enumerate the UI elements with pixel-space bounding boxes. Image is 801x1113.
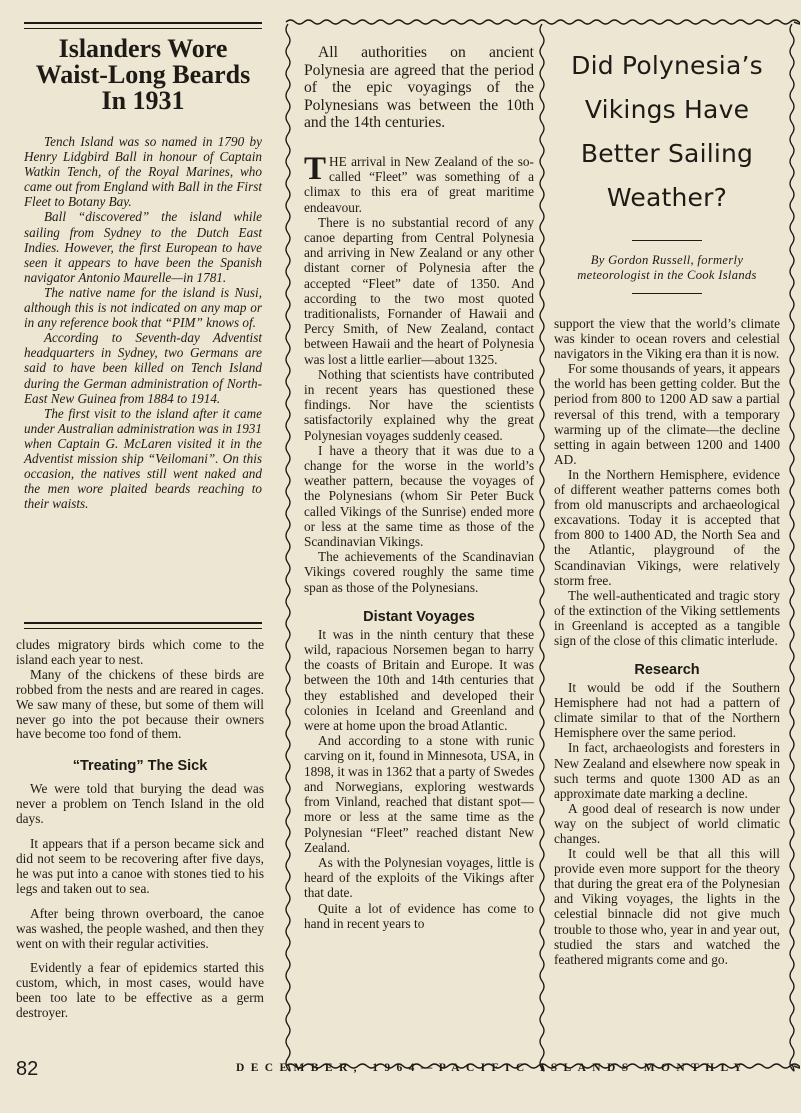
feature-paragraph: It could well be that all this will provide even more support for the theory that during the great era of the Polynesian and Viking voyages, the lights in the celestial binnacle did not give much trouble to those who, year in and year out, studied the stars and watched the feathered migrants come and go. bbox=[554, 846, 780, 967]
sidebar-paragraph: Ball “discovered” the island while sailing from Sydney to the Dutch East Indies. However, the first European to have seen it appears to have been the Spanish navigator Antonio Maurelle—in 1781. bbox=[24, 209, 262, 285]
article-paragraph: Many of the chickens of these birds are robbed from the nests and are reared in cages. We saw many of these, but some of them will never go into the pot because their owners have become too fond of them. bbox=[16, 666, 264, 742]
feature-paragraph: There is no substantial record of any canoe departing from Central Polynesia and arriving in New Zealand or any other distant corner of Polynesia after the accepted “Fleet” date of 1350. And according to the two most quoted traditionalists, Fornander of Hawaii and Percy Smith, of New Zealand, contact between Hawaii and the heart of Polynesia was lost a little earlier—about 1325. bbox=[304, 214, 534, 367]
article-paragraph: cludes migratory birds which come to the island each year to nest. bbox=[16, 637, 264, 667]
running-footer: DECEMBER, 1964—PACIFIC ISLANDS MONTHLY bbox=[236, 1062, 749, 1074]
headline-line: Better Sailing bbox=[580, 139, 754, 168]
wavy-border-left bbox=[286, 24, 290, 1071]
feature-paragraph: A good deal of research is now under way on the subject of world climatic changes. bbox=[554, 800, 780, 846]
wavy-border-top bbox=[286, 20, 800, 24]
drop-cap: T bbox=[304, 150, 327, 187]
feature-first-paragraph: THE arrival in New Zealand of the so-called “Fleet” was something of a climax to this era of great maritime endeavour. bbox=[304, 150, 534, 215]
feature-paragraph: Nothing that scientists have contributed in recent years has questioned these findings. Nor have the scientists satisfactorily explained why the great Polynesian voyages suddenly ceased. bbox=[304, 366, 534, 443]
feature-paragraph: In the Northern Hemisphere, evidence of different weather patterns comes both from old manuscripts and archaeological excavations. Today it is accepted that from 800 to 1400 AD, the North Sea and the Atlantic, playground of the Scandinavian Vikings, were relatively storm free. bbox=[554, 466, 780, 588]
sidebar-paragraph: The first visit to the island after it came under Australian administration was in 1931 when Captain G. McLaren visited it in the Adventist mission ship “Veilomani”. On this occasion, the natives still went naked and the men wore plaited beards reaching to their waists. bbox=[24, 405, 262, 512]
subhead-treating-the-sick: “Treating” The Sick bbox=[72, 758, 208, 775]
sidebar-bottom-rule bbox=[24, 622, 262, 629]
headline-line: Vikings Have bbox=[584, 95, 750, 124]
feature-headline bbox=[554, 44, 780, 220]
headline-line: Weather? bbox=[606, 183, 728, 212]
feature-intro: All authorities on ancient Polynesia are agreed that the period of the epic voyagings of the Polynesians was between the 10th and the 14th centuries. bbox=[304, 44, 534, 132]
sidebar-box bbox=[24, 36, 262, 616]
feature-paragraph: It was in the ninth century that these wild, rapacious Norsemen began to harry the coasts of Britain and Europe. It was between the 10th and 14th centuries that they established and developed their colonies in Iceland and Greenland and were at home upon the broad Atlantic. bbox=[304, 626, 534, 734]
feature-paragraph: It would be odd if the Southern Hemisphere had not had a pattern of climate similar to that of the Northern Hemisphere over the same period. bbox=[554, 680, 780, 741]
sidebar-paragraph: According to Seventh-day Adventist headquarters in Sydney, two Germans are said to have been killed on Tench Island during the German administration of North-East New Guinea from 1884 to 1914. bbox=[24, 330, 262, 406]
byline-rule-bottom bbox=[632, 293, 702, 294]
feature-paragraph: Quite a lot of evidence has come to hand in recent years to bbox=[304, 900, 534, 931]
article-paragraph: It appears that if a person became sick and did not seem to be recovering after five days, he was put into a canoe with stones tied to his legs and taken out to sea. bbox=[16, 836, 264, 896]
feature-middle-column bbox=[304, 44, 534, 931]
byline: By Gordon Russell, formerly meteorologist in the Cook Islands bbox=[577, 253, 757, 282]
feature-paragraph: support the view that the world’s climate was kinder to ocean rovers and celestial navigators in the Viking era than it is now. bbox=[554, 316, 780, 362]
feature-paragraph: In fact, archaeologists and foresters in New Zealand and elsewhere now speak in such terms and quote 1300 AD as an approximate date marking a decline. bbox=[554, 740, 780, 801]
headline-line: Did Polynesia’s bbox=[571, 51, 763, 80]
byline-rule-top bbox=[632, 240, 702, 241]
sidebar-paragraph: The native name for the island is Nusi, although this is not indicated on any map or in any reference book that “PIM” knows of. bbox=[24, 284, 262, 331]
article-paragraph: We were told that burying the dead was never a problem on Tench Island in the old days. bbox=[16, 781, 264, 827]
feature-paragraph: The well-authenticated and tragic story of the extinction of the Viking settlements in Greenland is accepted as a tangible sign of the close of this climatic interlude. bbox=[554, 587, 780, 648]
sidebar-title: Islanders Wore Waist-Long Beards In 1931 bbox=[35, 34, 251, 115]
article-paragraph: After being thrown overboard, the canoe was washed, the people washed, and then they went on with their regular activities. bbox=[16, 905, 264, 951]
subhead-research: Research bbox=[634, 662, 700, 679]
sidebar-paragraph: Tench Island was so named in 1790 by Henry Lidgbird Ball in honour of Captain Watkin Tench, of the Royal Marines, who came out from England with Ball in the First Fleet to Botany Bay. bbox=[24, 134, 262, 210]
page-number: 82 bbox=[16, 1058, 39, 1080]
wavy-border-divider bbox=[540, 24, 544, 1071]
feature-paragraph: The achievements of the Scandinavian Vikings covered roughly the same time span as those of the Polynesians. bbox=[304, 549, 534, 595]
wavy-border-right bbox=[790, 24, 794, 1071]
subhead-distant-voyages: Distant Voyages bbox=[363, 608, 475, 625]
feature-paragraph: I have a theory that it was due to a change for the worse in the world’s weather pattern, because the voyages of the Polynesians (whom Sir Peter Buck called Vikings of the Sunrise) ended more or less at the same time as those of the Scandinavian Vikings. bbox=[304, 442, 534, 550]
feature-paragraph: And according to a stone with runic carving on it, found in Minnesota, USA, in 1898, it was in 1362 that a party of Swedes and Norwegians, exploring westwards from Vinland, reached that distant spot—more or less at the same time as the Polynesian “Fleet” reached distant New Zealand. bbox=[304, 733, 534, 855]
feature-paragraph: As with the Polynesian voyages, little is heard of the exploits of the Vikings after that date. bbox=[304, 854, 534, 901]
article-paragraph: Evidently a fear of epidemics started this custom, which, in most cases, would have been too late to be effective as a germ destroyer. bbox=[16, 960, 264, 1021]
feature-right-column bbox=[554, 44, 780, 967]
feature-paragraph: For some thousands of years, it appears the world has been getting colder. But the period from 800 to 1200 AD saw a partial reversal of this trend, with a temporary warming up of the climate—the decline setting in again between 1200 and 1400 AD. bbox=[554, 361, 780, 467]
sidebar-top-rule bbox=[24, 22, 262, 29]
left-article-column bbox=[16, 638, 264, 1021]
